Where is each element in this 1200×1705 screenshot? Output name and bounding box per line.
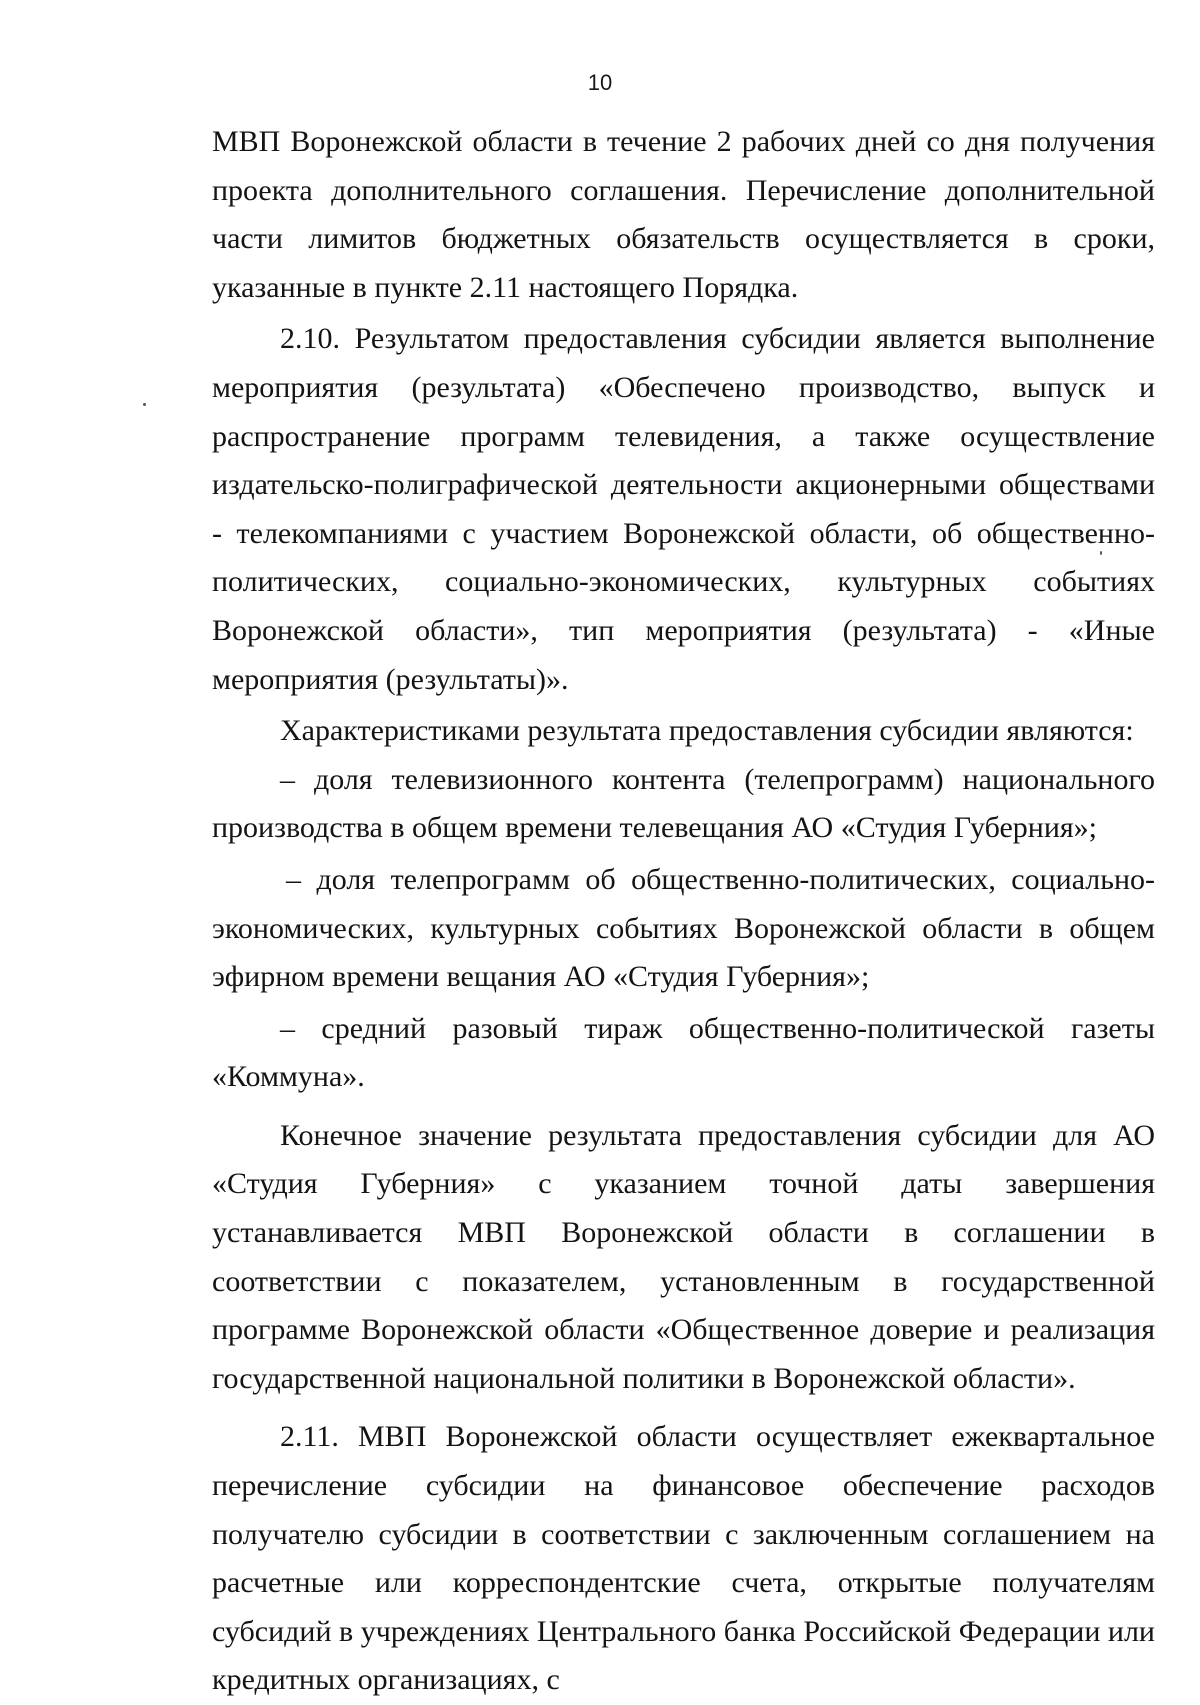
characteristic-item-2: – доля телепрограмм об общественно-политических, социально-экономических, культурных событиях Воронежской области в общем эфирном времени вещания АО «Студия Губерния»; [212, 862, 1155, 994]
page-number: 10 [587, 70, 613, 95]
paragraph-continuation: МВП Воронежской области в течение 2 рабочих дней со дня получения проекта дополнительного соглашения. Перечисление дополнительной части лимитов бюджетных обязательств осуществляется в сроки, указанные в пункте 2.11 настоящего Порядка. [212, 125, 1155, 304]
scan-speck [143, 403, 146, 406]
characteristic-item-1: – доля телевизионного контента (телепрограмм) национального производства в общем времени телевещания АО «Студия Губерния»; [212, 762, 1155, 845]
paragraph-2-10: 2.10. Результатом предоставления субсидии является выполнение мероприятия (результата) «Обеспечено производство, выпуск и распространение программ телевидения, а также осуществление издательско-полиграфической деятельности акционерными обществами - телекомпаниями с участием Воронежской области, об общественно-политических, социально-экономических, культурных событиях Воронежской области», тип мероприятия (результата) - «Иные мероприятия (результаты)». [212, 322, 1155, 696]
paragraph-characteristics-intro: Характеристиками результата предоставления субсидии являются: [280, 714, 1134, 748]
characteristic-item-3: – средний разовый тираж общественно-политической газеты «Коммуна». [212, 1011, 1155, 1094]
paragraph-final-value: Конечное значение результата предоставления субсидии для АО «Студия Губерния» с указанием точной даты завершения устанавливается МВП Воронежской области в соглашении в соответствии с показателем, установленным в государственной программе Воронежской области «Общественное доверие и реализация государственной национальной политики в Воронежской области». [212, 1118, 1155, 1395]
scan-speck [1100, 551, 1102, 555]
document-body [212, 118, 1155, 1705]
paragraph-2-11: 2.11. МВП Воронежской области осуществляет ежеквартальное перечисление субсидии на финансовое обеспечение расходов получателю субсидии в соответствии с заключенным соглашением на расчетные или корреспондентские счета, открытые получателям субсидий в учреждениях Центрального банка Российской Федерации или кредитных организациях, с [212, 1420, 1155, 1697]
